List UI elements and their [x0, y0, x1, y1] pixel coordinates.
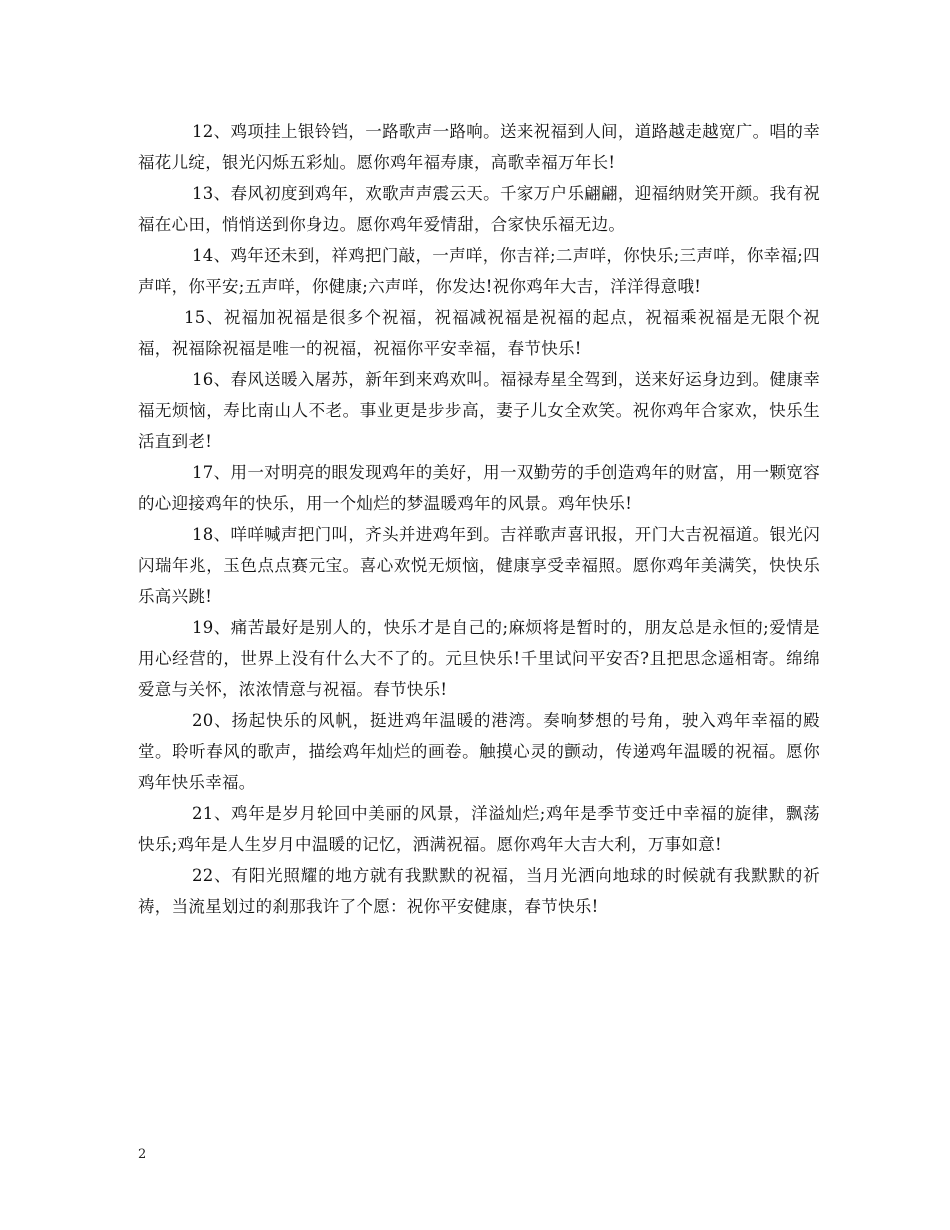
paragraph-21: 21、鸡年是岁月轮回中美丽的风景，洋溢灿烂;鸡年是季节变迁中幸福的旋律，飘荡快乐;鸡年是人生岁月中温暖的记忆，洒满祝福。愿你鸡年大吉大利，万事如意!	[138, 804, 820, 854]
paragraph-16: 16、春风送暖入屠苏，新年到来鸡欢叫。福禄寿星全驾到，送来好运身边到。健康幸福无烦恼，寿比南山人不老。事业更是步步高，妻子儿女全欢笑。祝你鸡年合家欢，快乐生活直到老!	[138, 370, 820, 451]
paragraph-12: 12、鸡项挂上银铃铛，一路歌声一路响。送来祝福到人间，道路越走越宽广。唱的幸福花儿绽，银光闪烁五彩灿。愿你鸡年福寿康，高歌幸福万年长!	[138, 122, 820, 172]
paragraph-20: 20、扬起快乐的风帆，挺进鸡年温暖的港湾。奏响梦想的号角，驶入鸡年幸福的殿堂。聆听春风的歌声，描绘鸡年灿烂的画卷。触摸心灵的颤动，传递鸡年温暖的祝福。愿你鸡年快乐幸福。	[138, 711, 820, 792]
paragraph-17: 17、用一对明亮的眼发现鸡年的美好，用一双勤劳的手创造鸡年的财富，用一颗宽容的心迎接鸡年的快乐，用一个灿烂的梦温暖鸡年的风景。鸡年快乐!	[138, 463, 820, 513]
paragraph-18: 18、咩咩喊声把门叫，齐头并进鸡年到。吉祥歌声喜讯报，开门大吉祝福道。银光闪闪瑞年兆，玉色点点赛元宝。喜心欢悦无烦恼，健康享受幸福照。愿你鸡年美满笑，快快乐乐高兴跳!	[138, 525, 820, 606]
paragraph-22: 22、有阳光照耀的地方就有我默默的祝福，当月光洒向地球的时候就有我默默的祈祷，当流星划过的刹那我许了个愿：祝你平安健康，春节快乐!	[138, 866, 820, 916]
body-text	[138, 116, 820, 922]
paragraph-15: 15、祝福加祝福是很多个祝福，祝福减祝福是祝福的起点，祝福乘祝福是无限个祝福，祝福除祝福是唯一的祝福，祝福你平安幸福，春节快乐!	[138, 308, 820, 358]
paragraph-19: 19、痛苦最好是别人的，快乐才是自己的;麻烦将是暂时的，朋友总是永恒的;爱情是用心经营的，世界上没有什么大不了的。元旦快乐!千里试问平安否?且把思念遥相寄。绵绵爱意与关怀，浓浓情意与祝福。春节快乐!	[138, 618, 820, 699]
paragraph-14: 14、鸡年还未到，祥鸡把门敲，一声咩，你吉祥;二声咩，你快乐;三声咩，你幸福;四声咩，你平安;五声咩，你健康;六声咩，你发达!祝你鸡年大吉，洋洋得意哦!	[138, 246, 820, 296]
paragraph-13: 13、春风初度到鸡年，欢歌声声震云天。千家万户乐翩翩，迎福纳财笑开颜。我有祝福在心田，悄悄送到你身边。愿你鸡年爱情甜，合家快乐福无边。	[138, 184, 820, 234]
page-number: 2	[138, 1147, 147, 1162]
